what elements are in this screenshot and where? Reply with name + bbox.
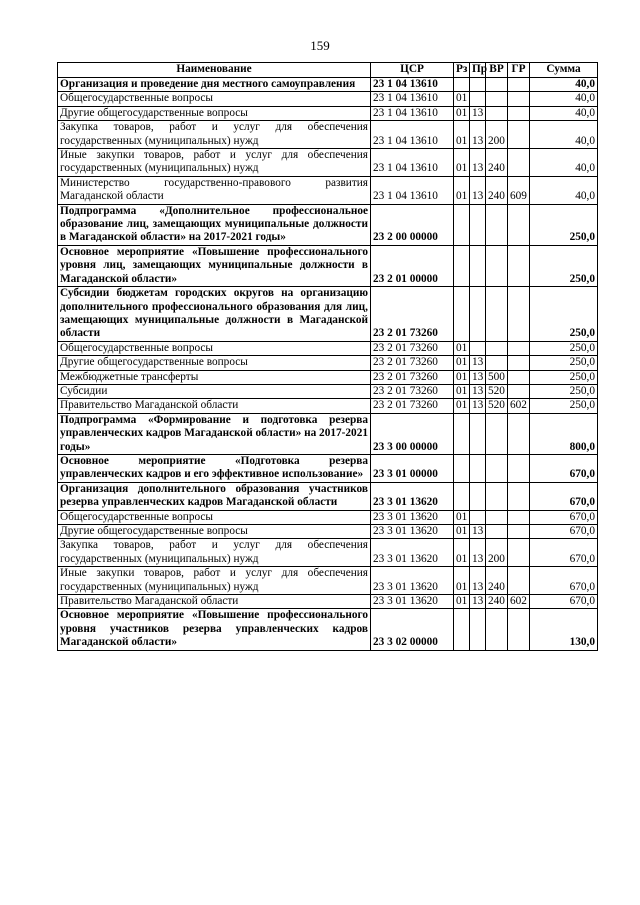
- cell-csr: 23 1 04 13610: [371, 78, 454, 92]
- cell-gr: 602: [508, 399, 530, 413]
- cell-rz: 01: [454, 384, 470, 398]
- cell-rz: 01: [454, 356, 470, 370]
- cell-gr: [508, 341, 530, 355]
- cell-name: Субсидии: [58, 384, 371, 398]
- cell-csr: 23 3 01 13620: [371, 595, 454, 609]
- cell-name: Закупка товаров, работ и услуг для обеспечения государственных (муниципальных) нужд: [58, 121, 371, 149]
- cell-sum: 670,0: [530, 539, 598, 567]
- cell-rz: [454, 413, 470, 454]
- table-row: [58, 121, 598, 149]
- cell-pr: [470, 482, 486, 510]
- cell-gr: [508, 567, 530, 595]
- cell-rz: [454, 454, 470, 482]
- cell-pr: 13: [470, 567, 486, 595]
- column-header-rz: Рз: [454, 63, 470, 78]
- cell-rz: 01: [454, 510, 470, 524]
- cell-sum: 250,0: [530, 384, 598, 398]
- cell-gr: [508, 204, 530, 245]
- table-row: [58, 567, 598, 595]
- cell-gr: [508, 539, 530, 567]
- cell-pr: [470, 92, 486, 106]
- cell-pr: 13: [470, 539, 486, 567]
- cell-vr: 240: [486, 149, 508, 177]
- cell-name: Иные закупки товаров, работ и услуг для обеспечения государственных (муниципальных) нужд: [58, 149, 371, 177]
- cell-csr: 23 2 01 73260: [371, 370, 454, 384]
- cell-rz: 01: [454, 341, 470, 355]
- table-row: [58, 245, 598, 286]
- cell-sum: 40,0: [530, 149, 598, 177]
- cell-gr: [508, 356, 530, 370]
- cell-sum: 250,0: [530, 399, 598, 413]
- cell-sum: 250,0: [530, 287, 598, 342]
- cell-gr: 609: [508, 176, 530, 204]
- cell-gr: [508, 413, 530, 454]
- cell-rz: [454, 78, 470, 92]
- cell-vr: [486, 609, 508, 650]
- cell-vr: 200: [486, 539, 508, 567]
- cell-rz: 01: [454, 370, 470, 384]
- table-row: [58, 609, 598, 650]
- cell-name: Организация и проведение дня местного самоуправления: [58, 78, 371, 92]
- cell-pr: [470, 341, 486, 355]
- cell-rz: 01: [454, 176, 470, 204]
- cell-csr: 23 1 04 13610: [371, 176, 454, 204]
- cell-vr: [486, 482, 508, 510]
- table-row: [58, 106, 598, 120]
- cell-csr: 23 2 00 00000: [371, 204, 454, 245]
- cell-csr: 23 2 01 00000: [371, 245, 454, 286]
- column-header-name: Наименование: [58, 63, 371, 78]
- cell-vr: 240: [486, 176, 508, 204]
- cell-csr: 23 2 01 73260: [371, 287, 454, 342]
- column-header-vr: ВР: [486, 63, 508, 78]
- cell-pr: [470, 454, 486, 482]
- cell-pr: [470, 510, 486, 524]
- cell-name: Общегосударственные вопросы: [58, 92, 371, 106]
- cell-name: Подпрограмма «Формирование и подготовка резерва управленческих кадров Магаданской области» на 2017-2021 годы»: [58, 413, 371, 454]
- cell-name: Организация дополнительного образования участников резерва управленческих кадров Магаданской области: [58, 482, 371, 510]
- table-row: [58, 176, 598, 204]
- table-row: [58, 78, 598, 92]
- cell-name: Другие общегосударственные вопросы: [58, 356, 371, 370]
- cell-rz: 01: [454, 539, 470, 567]
- cell-csr: 23 1 04 13610: [371, 121, 454, 149]
- cell-gr: [508, 92, 530, 106]
- cell-name: Правительство Магаданской области: [58, 595, 371, 609]
- cell-rz: 01: [454, 149, 470, 177]
- cell-pr: [470, 204, 486, 245]
- cell-rz: 01: [454, 567, 470, 595]
- table-row: [58, 341, 598, 355]
- table-row: [58, 384, 598, 398]
- cell-pr: [470, 609, 486, 650]
- cell-vr: 500: [486, 370, 508, 384]
- cell-rz: [454, 287, 470, 342]
- cell-gr: [508, 370, 530, 384]
- cell-pr: [470, 413, 486, 454]
- cell-sum: 40,0: [530, 92, 598, 106]
- cell-gr: [508, 454, 530, 482]
- cell-gr: [508, 525, 530, 539]
- cell-csr: 23 1 04 13610: [371, 92, 454, 106]
- table-row: [58, 539, 598, 567]
- cell-name: Субсидии бюджетам городских округов на организацию дополнительного профессионального образования для лиц, замещающих муниципальные должности в Магаданской области: [58, 287, 371, 342]
- cell-vr: [486, 341, 508, 355]
- cell-name: Иные закупки товаров, работ и услуг для обеспечения государственных (муниципальных) нужд: [58, 567, 371, 595]
- cell-rz: [454, 204, 470, 245]
- cell-vr: 240: [486, 595, 508, 609]
- cell-rz: 01: [454, 399, 470, 413]
- cell-rz: 01: [454, 106, 470, 120]
- cell-sum: 670,0: [530, 595, 598, 609]
- cell-vr: [486, 106, 508, 120]
- cell-name: Основное мероприятие «Повышение профессионального уровня участников резерва управленческих кадров Магаданской области»: [58, 609, 371, 650]
- cell-rz: 01: [454, 595, 470, 609]
- cell-name: Общегосударственные вопросы: [58, 510, 371, 524]
- cell-pr: 13: [470, 399, 486, 413]
- table-row: [58, 595, 598, 609]
- cell-sum: 250,0: [530, 204, 598, 245]
- cell-sum: 40,0: [530, 106, 598, 120]
- cell-gr: [508, 245, 530, 286]
- cell-rz: [454, 482, 470, 510]
- cell-rz: [454, 245, 470, 286]
- cell-sum: 130,0: [530, 609, 598, 650]
- cell-vr: 520: [486, 399, 508, 413]
- cell-csr: 23 3 01 13620: [371, 482, 454, 510]
- cell-csr: 23 2 01 73260: [371, 356, 454, 370]
- cell-pr: 13: [470, 149, 486, 177]
- cell-rz: 01: [454, 121, 470, 149]
- cell-pr: 13: [470, 384, 486, 398]
- cell-gr: 602: [508, 595, 530, 609]
- cell-pr: 13: [470, 121, 486, 149]
- cell-name: Общегосударственные вопросы: [58, 341, 371, 355]
- table-row: [58, 356, 598, 370]
- table-row: [58, 525, 598, 539]
- cell-vr: [486, 525, 508, 539]
- cell-sum: 250,0: [530, 356, 598, 370]
- cell-sum: 670,0: [530, 454, 598, 482]
- table-row: [58, 413, 598, 454]
- cell-sum: 40,0: [530, 176, 598, 204]
- table-row: [58, 287, 598, 342]
- table-row: [58, 149, 598, 177]
- cell-csr: 23 3 01 13620: [371, 539, 454, 567]
- cell-gr: [508, 121, 530, 149]
- cell-gr: [508, 482, 530, 510]
- cell-gr: [508, 510, 530, 524]
- cell-sum: 250,0: [530, 370, 598, 384]
- cell-csr: 23 2 01 73260: [371, 384, 454, 398]
- table-row: [58, 92, 598, 106]
- cell-vr: 200: [486, 121, 508, 149]
- cell-vr: [486, 92, 508, 106]
- cell-sum: 670,0: [530, 525, 598, 539]
- cell-sum: 250,0: [530, 341, 598, 355]
- cell-sum: 670,0: [530, 510, 598, 524]
- table-row: [58, 399, 598, 413]
- cell-pr: 13: [470, 356, 486, 370]
- table-row: [58, 454, 598, 482]
- cell-gr: [508, 384, 530, 398]
- cell-csr: 23 3 00 00000: [371, 413, 454, 454]
- cell-gr: [508, 149, 530, 177]
- table-row: [58, 510, 598, 524]
- table-header-row: [58, 63, 598, 78]
- cell-sum: 40,0: [530, 121, 598, 149]
- cell-csr: 23 3 01 13620: [371, 510, 454, 524]
- cell-csr: 23 2 01 73260: [371, 341, 454, 355]
- cell-vr: [486, 78, 508, 92]
- column-header-csr: ЦСР: [371, 63, 454, 78]
- column-header-sum: Сумма: [530, 63, 598, 78]
- cell-vr: 520: [486, 384, 508, 398]
- cell-vr: [486, 245, 508, 286]
- table-row: [58, 370, 598, 384]
- cell-vr: [486, 204, 508, 245]
- column-header-pr: Пр: [470, 63, 486, 78]
- cell-rz: 01: [454, 525, 470, 539]
- cell-pr: 13: [470, 525, 486, 539]
- cell-csr: 23 1 04 13610: [371, 149, 454, 177]
- budget-table: [57, 62, 598, 651]
- cell-sum: 800,0: [530, 413, 598, 454]
- cell-pr: [470, 78, 486, 92]
- cell-vr: [486, 454, 508, 482]
- cell-gr: [508, 106, 530, 120]
- page-number: 159: [310, 38, 330, 53]
- cell-csr: 23 3 01 13620: [371, 525, 454, 539]
- cell-pr: 13: [470, 106, 486, 120]
- cell-csr: 23 2 01 73260: [371, 399, 454, 413]
- cell-pr: [470, 245, 486, 286]
- cell-name: Министерство государственно-правового развития Магаданской области: [58, 176, 371, 204]
- cell-vr: 240: [486, 567, 508, 595]
- cell-csr: 23 1 04 13610: [371, 106, 454, 120]
- cell-vr: [486, 413, 508, 454]
- cell-vr: [486, 287, 508, 342]
- cell-csr: 23 3 02 00000: [371, 609, 454, 650]
- cell-pr: [470, 287, 486, 342]
- cell-sum: 250,0: [530, 245, 598, 286]
- cell-sum: 670,0: [530, 567, 598, 595]
- cell-pr: 13: [470, 595, 486, 609]
- table-row: [58, 204, 598, 245]
- cell-name: Закупка товаров, работ и услуг для обеспечения государственных (муниципальных) нужд: [58, 539, 371, 567]
- cell-name: Другие общегосударственные вопросы: [58, 525, 371, 539]
- cell-rz: [454, 609, 470, 650]
- cell-name: Другие общегосударственные вопросы: [58, 106, 371, 120]
- cell-gr: [508, 287, 530, 342]
- cell-name: Подпрограмма «Дополнительное профессиональное образование лиц, замещающих муниципальные должности в Магаданской области» на 2017-2021 годы»: [58, 204, 371, 245]
- cell-vr: [486, 510, 508, 524]
- cell-gr: [508, 609, 530, 650]
- cell-sum: 40,0: [530, 78, 598, 92]
- cell-name: Правительство Магаданской области: [58, 399, 371, 413]
- table-row: [58, 482, 598, 510]
- column-header-gr: ГР: [508, 63, 530, 78]
- cell-csr: 23 3 01 00000: [371, 454, 454, 482]
- cell-vr: [486, 356, 508, 370]
- cell-gr: [508, 78, 530, 92]
- cell-pr: 13: [470, 176, 486, 204]
- cell-csr: 23 3 01 13620: [371, 567, 454, 595]
- cell-name: Межбюджетные трансферты: [58, 370, 371, 384]
- table-body: [58, 78, 598, 651]
- cell-pr: 13: [470, 370, 486, 384]
- cell-rz: 01: [454, 92, 470, 106]
- cell-name: Основное мероприятие «Повышение профессионального уровня лиц, замещающих муниципальные должности в Магаданской области»: [58, 245, 371, 286]
- cell-sum: 670,0: [530, 482, 598, 510]
- cell-name: Основное мероприятие «Подготовка резерва управленческих кадров и его эффективное использование»: [58, 454, 371, 482]
